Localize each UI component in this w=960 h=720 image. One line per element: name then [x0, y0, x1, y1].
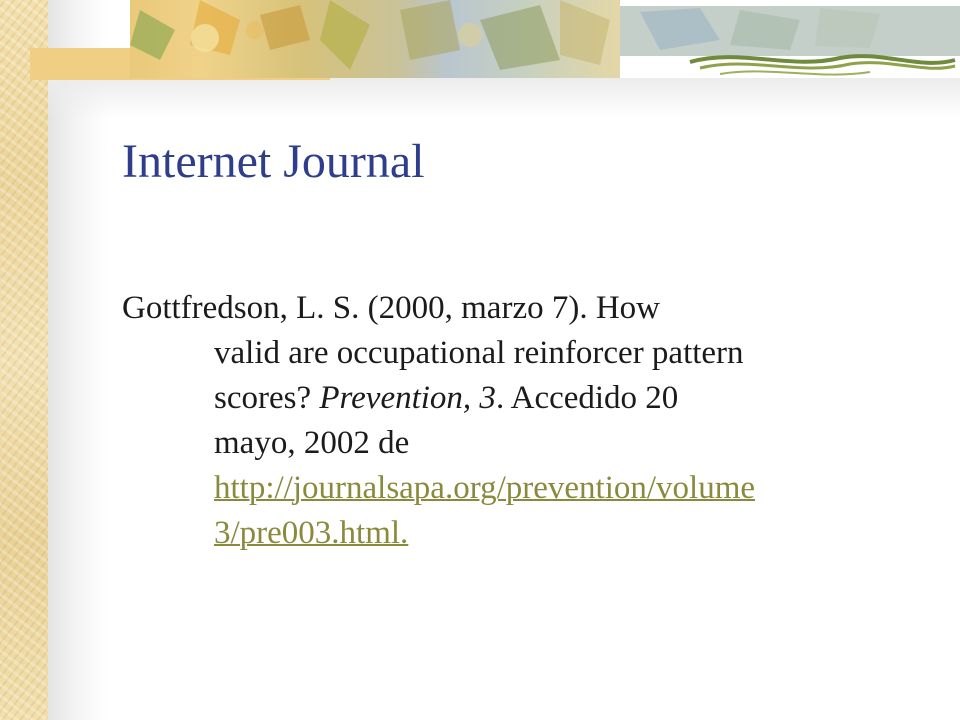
journal-name: Prevention, 3 — [319, 380, 496, 416]
decorative-banner-image — [0, 0, 960, 84]
slide-title: Internet Journal — [122, 135, 425, 188]
url-link-line-2[interactable] — [122, 511, 922, 556]
citation-line-4: mayo, 2002 de — [214, 425, 410, 461]
decorative-left-strip — [0, 0, 48, 720]
banner-shadow — [48, 78, 960, 118]
citation-line-1: Gottfredson, L. S. (2000, marzo 7). How — [122, 290, 660, 326]
citation-text-accessed: . Accedido 20 — [495, 380, 679, 416]
url-link-line-1[interactable] — [122, 466, 922, 511]
citation-block — [122, 286, 922, 556]
citation-text-scores: scores? — [214, 380, 320, 416]
url-link-continuation[interactable]: 3/pre003.html. — [214, 515, 409, 551]
citation-line-3 — [122, 376, 922, 421]
url-link[interactable]: http://journalsapa.org/prevention/volume — [214, 470, 756, 506]
citation-line-2: valid are occupational reinforcer pattern — [214, 335, 744, 371]
